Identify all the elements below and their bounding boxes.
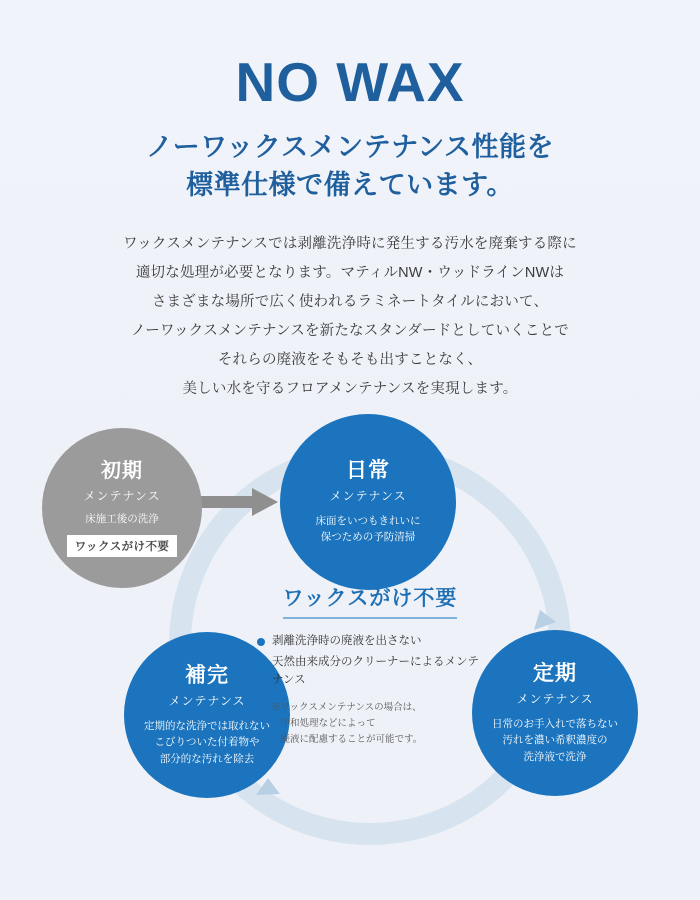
bullet-text: 天然由来成分のクリーナーによるメンテナンス	[272, 656, 479, 687]
center-bullet-list	[255, 633, 485, 689]
center-note-line-1: ※ワックスメンテナンスの場合は、	[271, 701, 422, 713]
node-daily-subtitle: メンテナンス	[329, 489, 407, 504]
node-daily-desc-line-1: 床面をいつもきれいに	[315, 515, 421, 528]
center-callout	[255, 582, 485, 748]
bullet-text: 剥離洗浄時の廃液を出さない	[272, 635, 422, 648]
bullet-dot-icon	[257, 638, 265, 646]
node-periodic-title: 定期	[533, 661, 577, 685]
node-daily-maintenance[interactable]	[280, 414, 456, 590]
node-initial-desc: 床施工後の洗浄	[85, 512, 159, 525]
node-daily-desc-line-2: 保つための予防清掃	[320, 531, 416, 544]
node-supplement-desc-line-2: こびりついた付着物や	[154, 736, 260, 749]
node-periodic-desc-line-3: 洗浄液で洗浄	[523, 750, 587, 763]
node-daily-title: 日常	[346, 459, 390, 483]
center-note-line-3: 廃液に配慮することが可能です。	[271, 734, 423, 746]
center-note-line-2: 中和処理などによって	[271, 717, 376, 729]
header	[0, 0, 700, 404]
node-initial-maintenance[interactable]	[42, 428, 202, 588]
page-subtitle	[0, 128, 700, 205]
node-periodic-desc	[492, 716, 618, 765]
node-supplement-desc-line-1: 定期的な洗浄では取れない	[144, 720, 270, 733]
list-item	[257, 654, 485, 690]
body-copy	[0, 230, 700, 404]
page-title: NO WAX	[235, 51, 465, 113]
body-line-2: 適切な処理が必要となります。マティルNW・ウッドラインNWは	[135, 265, 565, 282]
node-supplement-desc-line-3: 部分的な汚れを除去	[159, 752, 255, 765]
body-line-5: それらの廃液をそもそも出すことなく、	[217, 352, 483, 369]
list-item	[257, 633, 485, 651]
node-periodic-maintenance[interactable]	[472, 630, 638, 796]
body-line-6: 美しい水を守るフロアメンテナンスを実現します。	[182, 381, 518, 398]
node-supplement-title: 補完	[185, 663, 229, 687]
subtitle-line-1: ノーワックスメンテナンス性能を	[146, 131, 554, 162]
center-title: ワックスがけ不要	[283, 582, 458, 619]
node-periodic-desc-line-2: 汚れを濃い希釈濃度の	[502, 734, 608, 747]
node-periodic-subtitle: メンテナンス	[516, 692, 594, 707]
maintenance-cycle-diagram	[0, 414, 700, 874]
subtitle-line-2: 標準仕様で備えています。	[186, 170, 514, 201]
center-note	[255, 700, 485, 748]
node-initial-tag: ワックスがけ不要	[67, 535, 178, 557]
node-daily-desc	[316, 513, 421, 546]
body-line-3: さまざまな場所で広く使われるラミネートタイルにおいて、	[151, 294, 549, 311]
bullet-dot-icon	[257, 659, 265, 667]
node-periodic-desc-line-1: 日常のお手入れで落ちない	[492, 718, 618, 731]
node-initial-subtitle: メンテナンス	[83, 488, 161, 503]
body-line-4: ノーワックスメンテナンスを新たなスタンダードとしていくことで	[131, 323, 569, 340]
node-initial-title: 初期	[101, 459, 143, 482]
node-supplement-desc	[144, 718, 270, 767]
node-supplement-subtitle: メンテナンス	[168, 694, 246, 709]
body-line-1: ワックスメンテナンスでは剥離洗浄時に発生する汚水を廃棄する際に	[123, 236, 577, 253]
